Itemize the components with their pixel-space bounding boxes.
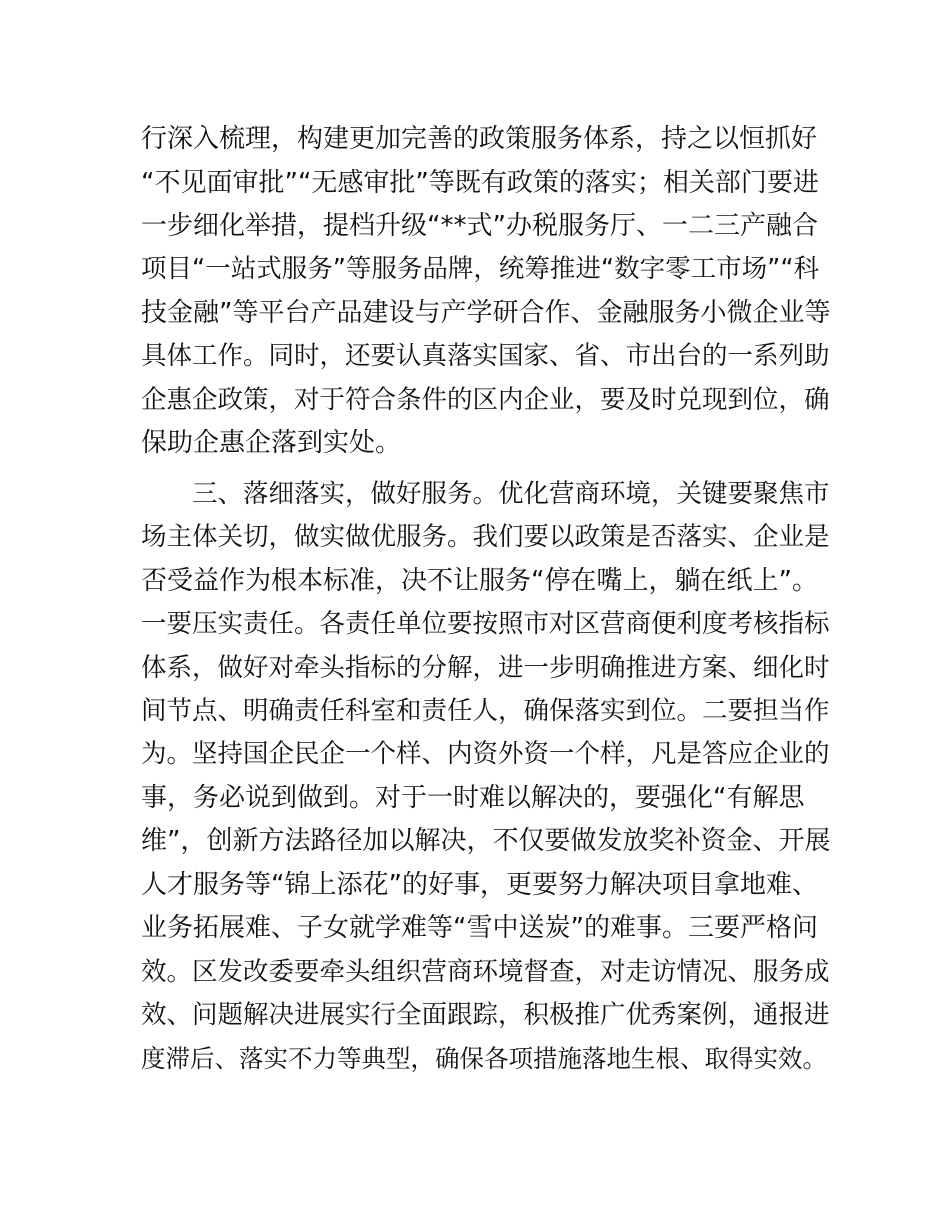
text-line: 体系，做好对牵头指标的分解，进一步明确推进方案、细化时 <box>141 653 830 683</box>
text-line: 技金融”等平台产品建设与产学研合作、金融服务小微企业等 <box>141 298 831 328</box>
text-line: 为。坚持国企民企一个样、内资外资一个样，凡是答应企业的 <box>141 739 830 769</box>
text-line: 度滞后、落实不力等典型，确保各项措施落地生根、取得实效。 <box>141 1044 827 1073</box>
text-line: 否受益作为根本标准，决不让服务“停在嘴上，躺在纸上”。 <box>141 566 818 596</box>
text-line: “不见面审批”“无感审批”等既有政策的落实；相关部门要进 <box>141 168 819 198</box>
text-line: 人才服务等“锦上添花”的好事，更要努力解决项目拿地难、 <box>141 870 818 900</box>
text-line: 行深入梳理，构建更加完善的政策服务体系，持之以恒抓好 <box>141 124 818 154</box>
text-line: 一要压实责任。各责任单位要按照市对区营商便利度考核指标 <box>141 609 830 639</box>
text-line: 业务拓展难、子女就学难等“雪中送炭”的难事。三要严格问 <box>141 913 818 943</box>
text-line: 效、问题解决进展实行全面跟踪，积极推广优秀案例，通报进 <box>141 1000 830 1030</box>
text-line: 间节点、明确责任科室和责任人，确保落实到位。二要担当作 <box>141 696 830 726</box>
text-line: 保助企惠企落到实处。 <box>141 428 402 458</box>
text-line: 一步细化举措，提档升级“**式”办税服务厅、一二三产融合 <box>141 211 818 241</box>
text-line: 具体工作。同时，还要认真落实国家、省、市出台的一系列助 <box>141 341 830 371</box>
text-line: 企惠企政策，对于符合条件的区内企业，要及时兑现到位，确 <box>141 385 830 415</box>
paragraph-heading-line: 三、落细落实，做好服务。优化营商环境，关键要聚焦市 <box>192 479 830 509</box>
text-line: 维”，创新方法路径加以解决，不仅要做发放奖补资金、开展 <box>141 826 831 856</box>
text-line: 效。区发改委要牵头组织营商环境督查，对走访情况、服务成 <box>141 957 830 987</box>
text-line: 项目“一站式服务”等服务品牌，统筹推进“数字零工市场”“科 <box>141 254 820 284</box>
text-line: 事，务必说到做到。对于一时难以解决的，要强化“有解思 <box>141 783 805 813</box>
text-line: 场主体关切，做实做优服务。我们要以政策是否落实、企业是 <box>141 522 830 552</box>
